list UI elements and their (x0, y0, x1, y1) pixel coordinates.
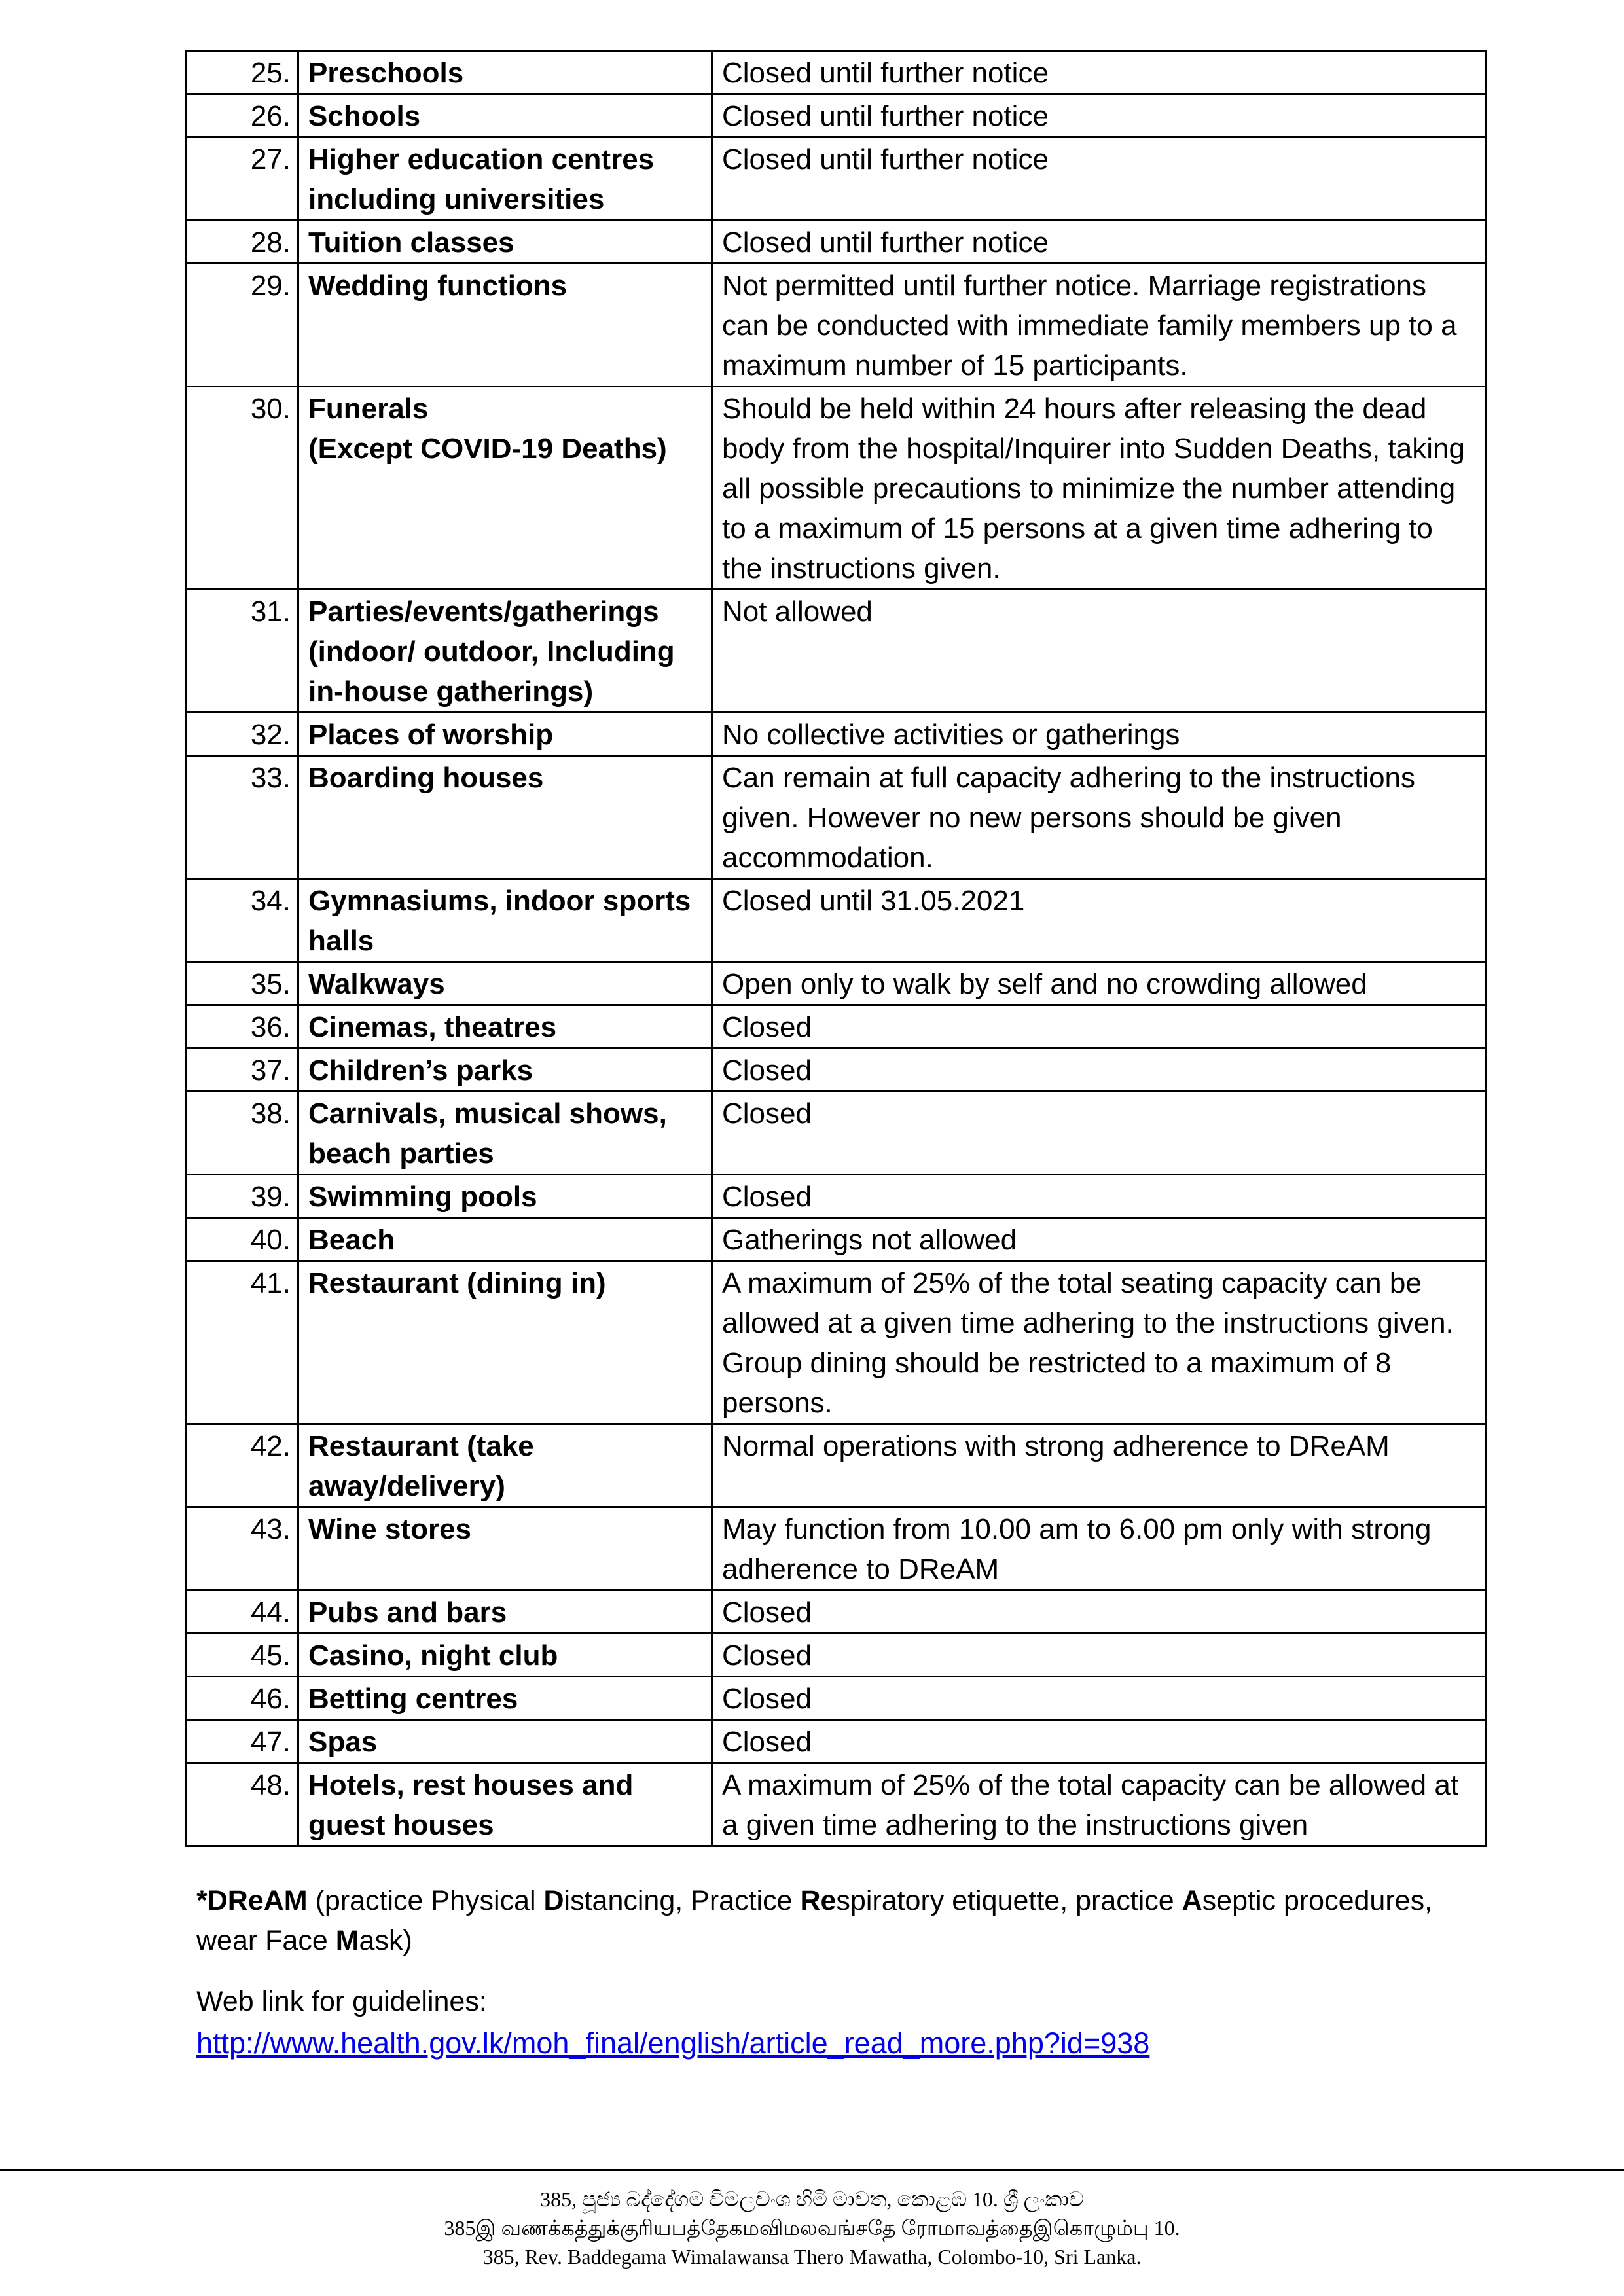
row-category: Preschools (298, 51, 712, 94)
row-number: 33. (186, 756, 298, 879)
row-number: 34. (186, 879, 298, 962)
table-row (186, 713, 1486, 756)
row-number: 25. (186, 51, 298, 94)
row-category: Walkways (298, 962, 712, 1005)
row-category: Wedding functions (298, 264, 712, 387)
guidelines-link[interactable]: http://www.health.gov.lk/moh_final/english/article_read_more.php?id=938 (196, 2026, 1150, 2060)
footnote-term: *DReAM (196, 1885, 308, 1916)
footnote-letter: M (335, 1925, 359, 1956)
row-rule: Closed (712, 1720, 1486, 1763)
table-row (186, 1049, 1486, 1092)
row-number: 42. (186, 1424, 298, 1507)
footer-address-tamil: 385இ வணக்கத்துக்குரியபத்தேகமவிமலவங்சதே ரோமாவத்தைஇகொழும்பு 10. (444, 2216, 1180, 2240)
row-number: 43. (186, 1507, 298, 1590)
row-number: 27. (186, 137, 298, 221)
row-rule: Closed until further notice (712, 51, 1486, 94)
row-rule: Closed (712, 1092, 1486, 1175)
row-rule: Not permitted until further notice. Marriage registrations can be conducted with immediate family members up to a maximum number of 15 participants. (712, 264, 1486, 387)
table-row (186, 137, 1486, 221)
footnote-letter: D (543, 1885, 564, 1916)
row-rule: Closed (712, 1049, 1486, 1092)
footnote-text: (practice Physical (307, 1885, 544, 1916)
table-row (186, 1507, 1486, 1590)
row-rule: Closed until further notice (712, 137, 1486, 221)
row-number: 29. (186, 264, 298, 387)
page-footer (0, 2185, 1624, 2271)
row-rule: Can remain at full capacity adhering to the instructions given. However no new persons should be given accommodation. (712, 756, 1486, 879)
table-row (186, 51, 1486, 94)
row-number: 28. (186, 221, 298, 264)
table-row (186, 879, 1486, 962)
table-row (186, 1590, 1486, 1634)
row-number: 45. (186, 1634, 298, 1677)
table-row (186, 94, 1486, 137)
row-category: Restaurant (take away/delivery) (298, 1424, 712, 1507)
table-row (186, 1720, 1486, 1763)
row-number: 46. (186, 1677, 298, 1720)
row-category: Pubs and bars (298, 1590, 712, 1634)
row-rule: Closed until further notice (712, 221, 1486, 264)
footer-divider (0, 2169, 1624, 2171)
row-category: Tuition classes (298, 221, 712, 264)
row-rule: Should be held within 24 hours after releasing the dead body from the hospital/Inquirer into Sudden Deaths, taking all possible precautions to minimize the number attending to a maximum of 15 persons at a given time adhering to the instructions given. (712, 387, 1486, 590)
table-row (186, 1175, 1486, 1218)
row-category: Carnivals, musical shows, beach parties (298, 1092, 712, 1175)
row-category: Spas (298, 1720, 712, 1763)
row-number: 32. (186, 713, 298, 756)
row-number: 26. (186, 94, 298, 137)
table-row (186, 962, 1486, 1005)
row-category: Hotels, rest houses and guest houses (298, 1763, 712, 1846)
row-rule: Closed (712, 1005, 1486, 1049)
footer-address-english: 385, Rev. Baddegama Wimalawansa Thero Mawatha, Colombo-10, Sri Lanka. (482, 2245, 1142, 2269)
row-rule: Closed (712, 1677, 1486, 1720)
table-row (186, 590, 1486, 713)
row-rule: Closed until further notice (712, 94, 1486, 137)
row-category: Schools (298, 94, 712, 137)
row-number: 37. (186, 1049, 298, 1092)
weblink-label: Web link for guidelines: (196, 1986, 487, 2017)
table-row (186, 1424, 1486, 1507)
row-category: Parties/events/gatherings (indoor/ outdoor, Including in-house gatherings) (298, 590, 712, 713)
table-row (186, 1218, 1486, 1261)
row-number: 47. (186, 1720, 298, 1763)
row-number: 35. (186, 962, 298, 1005)
table-row (186, 1763, 1486, 1846)
row-category: Betting centres (298, 1677, 712, 1720)
row-category: Beach (298, 1218, 712, 1261)
footnote-letter: A (1182, 1885, 1202, 1916)
footer-address-sinhala: 385, පූජ්‍ය බද්දේගම විමලවංශ හිමි මාවත, කොළඹ 10. ශ්‍රී ලංකාව (540, 2187, 1084, 2211)
row-rule: Gatherings not allowed (712, 1218, 1486, 1261)
row-rule: Not allowed (712, 590, 1486, 713)
row-category: Restaurant (dining in) (298, 1261, 712, 1424)
row-rule: No collective activities or gatherings (712, 713, 1486, 756)
footnote-letter: Re (800, 1885, 837, 1916)
table-row (186, 1677, 1486, 1720)
row-category: Cinemas, theatres (298, 1005, 712, 1049)
table-row (186, 264, 1486, 387)
row-rule: Closed (712, 1634, 1486, 1677)
dream-footnote (196, 1881, 1479, 1961)
row-category: Places of worship (298, 713, 712, 756)
table-row (186, 1092, 1486, 1175)
table-row (186, 1634, 1486, 1677)
row-number: 48. (186, 1763, 298, 1846)
row-category: Swimming pools (298, 1175, 712, 1218)
row-number: 38. (186, 1092, 298, 1175)
row-category: Higher education centres including universities (298, 137, 712, 221)
row-number: 41. (186, 1261, 298, 1424)
row-category: Gymnasiums, indoor sports halls (298, 879, 712, 962)
row-category: Children’s parks (298, 1049, 712, 1092)
row-category: Boarding houses (298, 756, 712, 879)
row-rule: May function from 10.00 am to 6.00 pm only with strong adherence to DReAM (712, 1507, 1486, 1590)
row-rule: A maximum of 25% of the total capacity can be allowed at a given time adhering to the instructions given (712, 1763, 1486, 1846)
row-number: 40. (186, 1218, 298, 1261)
row-rule: Closed (712, 1590, 1486, 1634)
footnote-text: spiratory etiquette, practice (836, 1885, 1182, 1916)
table-row (186, 1261, 1486, 1424)
row-rule: Closed (712, 1175, 1486, 1218)
table-row (186, 756, 1486, 879)
table-row (186, 221, 1486, 264)
row-number: 36. (186, 1005, 298, 1049)
row-rule: A maximum of 25% of the total seating capacity can be allowed at a given time adhering to the instructions given. Group dining should be restricted to a maximum of 8 persons. (712, 1261, 1486, 1424)
row-rule: Open only to walk by self and no crowding allowed (712, 962, 1486, 1005)
table-row (186, 1005, 1486, 1049)
row-number: 31. (186, 590, 298, 713)
row-category: Wine stores (298, 1507, 712, 1590)
row-rule: Closed until 31.05.2021 (712, 879, 1486, 962)
row-category: Funerals (Except COVID-19 Deaths) (298, 387, 712, 590)
row-number: 30. (186, 387, 298, 590)
footnote-text: septic procedures, wear Face (196, 1885, 1433, 1956)
row-number: 39. (186, 1175, 298, 1218)
row-number: 44. (186, 1590, 298, 1634)
rules-table (185, 50, 1487, 1847)
footnote-text: istancing, Practice (564, 1885, 801, 1916)
row-category: Casino, night club (298, 1634, 712, 1677)
footnote-text: ask) (359, 1925, 412, 1956)
table-row (186, 387, 1486, 590)
row-rule: Normal operations with strong adherence to DReAM (712, 1424, 1486, 1507)
